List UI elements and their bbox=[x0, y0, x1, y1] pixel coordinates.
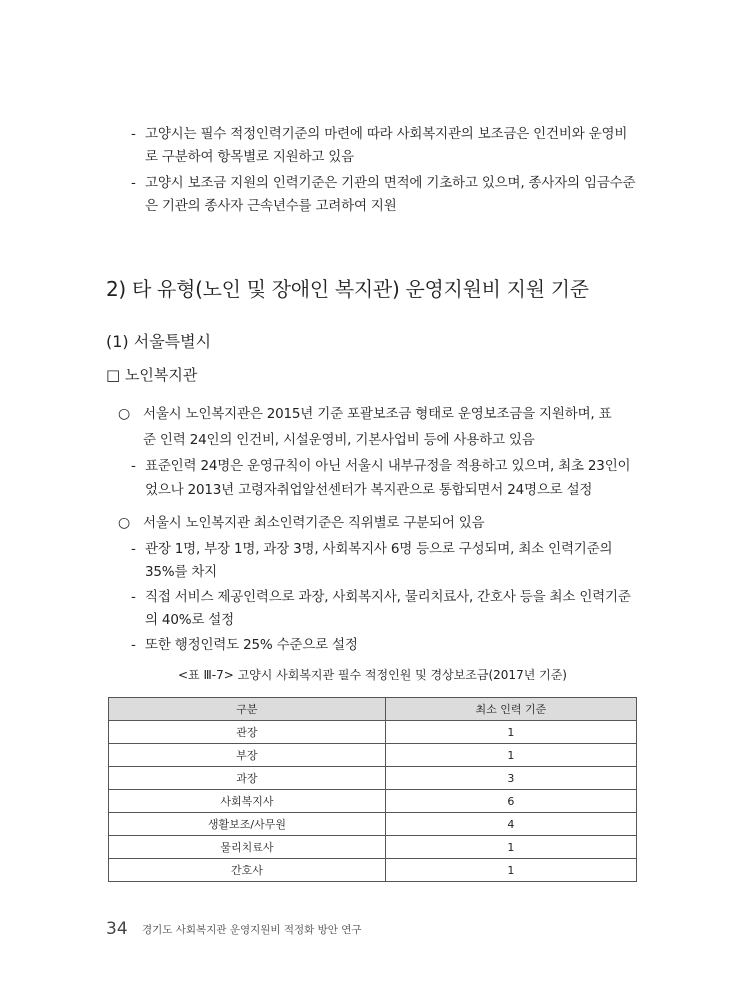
dash-marker-2: - bbox=[131, 541, 136, 557]
header-category: 구분 bbox=[109, 698, 386, 721]
staffing-table bbox=[108, 697, 637, 882]
running-title: 경기도 사회복지관 운영지원비 적정화 방안 연구 bbox=[142, 924, 362, 936]
cell-count: 6 bbox=[385, 790, 636, 813]
intro-line-4: 은 기관의 종사자 근속년수를 고려하여 지원 bbox=[145, 198, 397, 214]
cell-position: 과장 bbox=[109, 767, 386, 790]
cell-position: 사회복지사 bbox=[109, 790, 386, 813]
cell-position: 생활보조/사무원 bbox=[109, 813, 386, 836]
bullet-1-line-1: 서울시 노인복지관은 2015년 기준 포괄보조금 형태로 운영보조금을 지원하며, 표 bbox=[143, 406, 612, 422]
intro-dash-2: - bbox=[131, 175, 136, 191]
subsubsection-heading: □ 노인복지관 bbox=[106, 366, 198, 384]
cell-position: 물리치료사 bbox=[109, 836, 386, 859]
page-number: 34 bbox=[106, 919, 128, 939]
table-header-row bbox=[109, 698, 637, 721]
cell-position: 부장 bbox=[109, 744, 386, 767]
cell-position: 관장 bbox=[109, 721, 386, 744]
dash-4-line-1: 또한 행정인력도 25% 수준으로 설정 bbox=[145, 637, 358, 653]
dash-marker-4: - bbox=[131, 637, 136, 653]
table-row bbox=[109, 813, 637, 836]
bullet-marker-2: ○ bbox=[118, 515, 131, 531]
cell-count: 1 bbox=[385, 836, 636, 859]
section-heading: 2) 타 유형(노인 및 장애인 복지관) 운영지원비 지원 기준 bbox=[106, 277, 589, 301]
intro-dash-1: - bbox=[131, 126, 136, 142]
table-row bbox=[109, 744, 637, 767]
table-caption: <표 Ⅲ-7> 고양시 사회복지관 필수 적정인원 및 경상보조금(2017년 기준) bbox=[178, 668, 567, 682]
bullet-2-line-1: 서울시 노인복지관 최소인력기준은 직위별로 구분되어 있음 bbox=[143, 515, 485, 531]
intro-line-1: 고양시는 필수 적정인력기준의 마련에 따라 사회복지관의 보조금은 인건비와 운영비 bbox=[145, 126, 628, 142]
intro-line-2: 로 구분하여 항목별로 지원하고 있음 bbox=[145, 149, 354, 165]
cell-count: 3 bbox=[385, 767, 636, 790]
subsection-heading: (1) 서울특별시 bbox=[106, 332, 212, 351]
intro-line-3: 고양시 보조금 지원의 인력기준은 기관의 면적에 기초하고 있으며, 종사자의 임금수준 bbox=[145, 175, 636, 191]
cell-count: 1 bbox=[385, 744, 636, 767]
header-min-staff: 최소 인력 기준 bbox=[385, 698, 636, 721]
bullet-1-line-2: 준 인력 24인의 인건비, 시설운영비, 기본사업비 등에 사용하고 있음 bbox=[143, 432, 535, 448]
dash-marker-3: - bbox=[131, 589, 136, 605]
dash-2-line-1: 관장 1명, 부장 1명, 과장 3명, 사회복지사 6명 등으로 구성되며, 최소 인력기준의 bbox=[145, 541, 613, 557]
dash-1-line-1: 표준인력 24명은 운영규칙이 아닌 서울시 내부규정을 적용하고 있으며, 최초 23인이 bbox=[145, 458, 631, 474]
table-row bbox=[109, 767, 637, 790]
dash-3-line-1: 직접 서비스 제공인력으로 과장, 사회복지사, 물리치료사, 간호사 등을 최소 인력기준 bbox=[145, 589, 631, 605]
dash-3-line-2: 의 40%로 설정 bbox=[145, 612, 234, 628]
table-row bbox=[109, 790, 637, 813]
table-row bbox=[109, 836, 637, 859]
cell-count: 4 bbox=[385, 813, 636, 836]
cell-count: 1 bbox=[385, 859, 636, 882]
cell-position: 간호사 bbox=[109, 859, 386, 882]
bullet-marker-1: ○ bbox=[118, 406, 131, 422]
dash-2-line-2: 35%를 차지 bbox=[145, 564, 218, 580]
cell-count: 1 bbox=[385, 721, 636, 744]
table-row bbox=[109, 721, 637, 744]
dash-1-line-2: 었으나 2013년 고령자취업알선센터가 복지관으로 통합되면서 24명으로 설정 bbox=[145, 482, 593, 498]
table-row bbox=[109, 859, 637, 882]
dash-marker-1: - bbox=[131, 458, 136, 474]
